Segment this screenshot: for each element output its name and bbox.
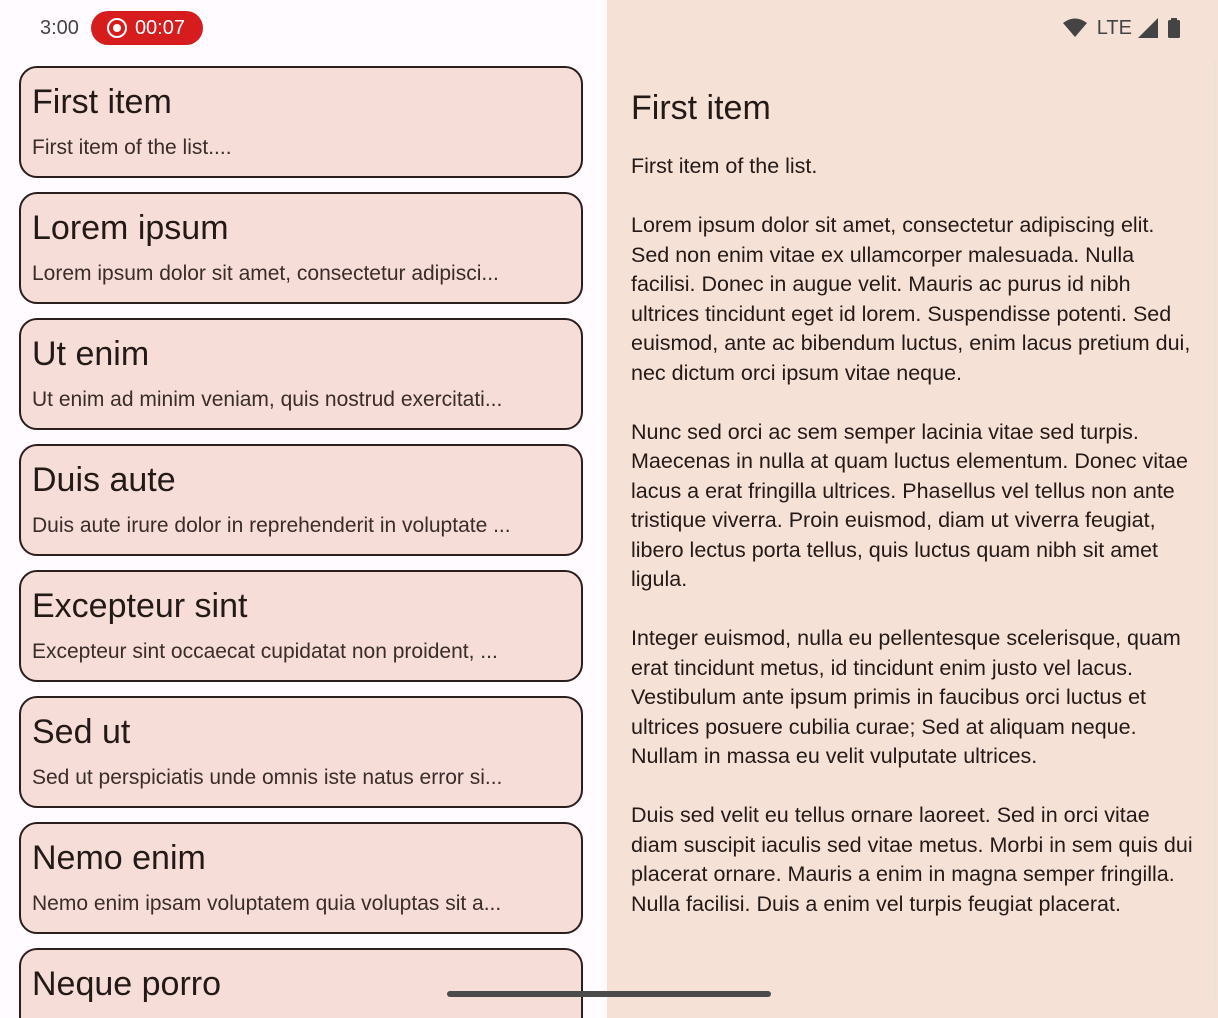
detail-title: First item	[631, 89, 771, 127]
signal-icon	[1138, 18, 1158, 38]
list-item[interactable]	[19, 318, 583, 430]
list-item-title: Lorem ipsum	[32, 209, 229, 247]
list-item-title: Duis aute	[32, 461, 176, 499]
battery-icon	[1168, 18, 1180, 38]
list-item[interactable]	[19, 948, 583, 1018]
detail-paragraph: First item of the list.	[631, 154, 818, 178]
list-item-summary: First item of the list....	[32, 136, 232, 159]
list-pane	[0, 0, 607, 1018]
list-item-title: Sed ut	[32, 713, 131, 751]
list-item-summary: Sed ut perspiciatis unde omnis iste natus error si...	[32, 766, 503, 789]
detail-content	[631, 86, 1195, 949]
list-item[interactable]	[19, 66, 583, 178]
list-item-summary: Ut enim ad minim veniam, quis nostrud exercitati...	[32, 388, 503, 411]
list-item-title: Neque porro	[32, 965, 222, 1003]
list-item-summary: Lorem ipsum dolor sit amet, consectetur adipisci...	[32, 262, 499, 285]
list-item[interactable]	[19, 696, 583, 808]
list-item-summary: Duis aute irure dolor in reprehenderit in voluptate ...	[32, 514, 511, 537]
list-item[interactable]	[19, 444, 583, 556]
list-item-summary: Excepteur sint occaecat cupidatat non proident, ...	[32, 640, 498, 663]
list-item-summary: Nemo enim ipsam voluptatem quia voluptas sit a...	[32, 892, 502, 915]
detail-paragraph: Integer euismod, nulla eu pellentesque scelerisque, quam erat tincidunt metus, id tincidunt enim justo vel lacus. Vestibulum ante ipsum primis in faucibus orci luctus et ultrices posuere cubilia curae; Sed at aliquam neque. Nullam in massa eu velit vulputate ultrices.	[631, 626, 1181, 768]
list-item[interactable]	[19, 822, 583, 934]
status-time: 3:00	[40, 16, 79, 39]
list-item-title: Nemo enim	[32, 839, 206, 877]
detail-scrollbar[interactable]	[1213, 60, 1216, 1000]
network-type: LTE	[1096, 16, 1132, 39]
status-bar-left	[40, 10, 203, 46]
list-item-title: First item	[32, 83, 172, 121]
screen-record-icon	[107, 18, 127, 38]
screen-record-chip[interactable]	[91, 11, 203, 45]
detail-paragraph: Duis sed velit eu tellus ornare laoreet. Sed in orci vitae diam suscipit iaculis sed vitae metus. Morbi in sem quis dui placerat ornare. Mauris a enim in magna semper fringilla. Nulla facilisi. Duis a enim vel turpis feugiat placerat.	[631, 803, 1193, 916]
recording-timer: 00:07	[134, 16, 185, 39]
list-item-title: Ut enim	[32, 335, 150, 373]
item-list	[19, 66, 583, 1018]
detail-pane	[607, 0, 1218, 1018]
detail-paragraph: Lorem ipsum dolor sit amet, consectetur adipiscing elit. Sed non enim vitae ex ullamcorper malesuada. Nulla facilisi. Donec in augue velit. Mauris ac purus id nibh ultrices tincidunt eget id lorem. Suspendisse potenti. Sed euismod, ante ac bibendum luctus, enim lacus pretium dui, nec dictum orci ipsum vitae neque.	[631, 213, 1191, 385]
wifi-icon	[1063, 18, 1087, 38]
gesture-nav-handle[interactable]	[447, 991, 771, 997]
status-bar-right	[1063, 12, 1180, 44]
list-item[interactable]	[19, 192, 583, 304]
detail-paragraph: Nunc sed orci ac sem semper lacinia vitae sed turpis. Maecenas in nulla at quam luctus elementum. Donec vitae lacus a erat fringilla ultrices. Phasellus vel tellus non ante tristique viverra. Proin euismod, diam ut viverra feugiat, libero lectus porta tellus, quis luctus quam nibh sit amet ligula.	[631, 419, 1188, 591]
list-item-title: Excepteur sint	[32, 587, 248, 625]
list-item[interactable]	[19, 570, 583, 682]
